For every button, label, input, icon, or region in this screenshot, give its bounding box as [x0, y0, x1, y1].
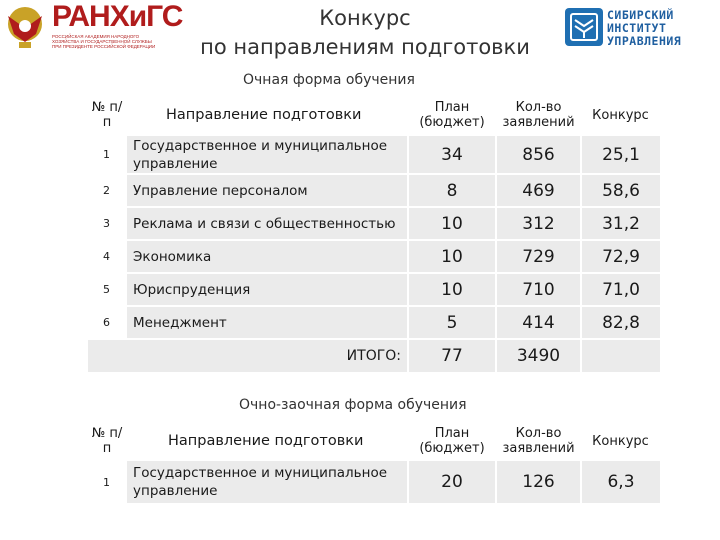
- row-num: 6: [88, 306, 126, 339]
- row-direction: Государственное и муниципальное управление: [126, 461, 408, 503]
- row-direction: Менеджмент: [126, 306, 408, 339]
- row-plan: 5: [408, 306, 496, 339]
- col-header-competition: Конкурс: [592, 107, 649, 123]
- total-competition-empty: [581, 339, 660, 372]
- total-label: ИТОГО:: [88, 339, 408, 372]
- part-time-section-title: Очно-заочная форма обучения: [239, 397, 467, 413]
- logo-right-line-2: ИНСТИТУТ: [607, 21, 667, 35]
- total-plan: 77: [408, 339, 496, 372]
- row-applications: 312: [496, 207, 581, 240]
- table-row: [88, 240, 660, 273]
- row-direction: Экономика: [126, 240, 408, 273]
- page-title: [175, 4, 555, 62]
- full-time-table: [88, 94, 660, 372]
- siu-emblem-icon: [565, 8, 603, 46]
- row-num: 2: [88, 174, 126, 207]
- logo-right-text: [607, 9, 681, 48]
- row-plan: 10: [408, 273, 496, 306]
- row-plan: 34: [408, 136, 496, 174]
- row-num: 5: [88, 273, 126, 306]
- row-competition: 58,6: [581, 174, 660, 207]
- row-plan: 8: [408, 174, 496, 207]
- row-applications: 710: [496, 273, 581, 306]
- logo-right-line-1: СИБИРСКИЙ: [607, 8, 674, 22]
- row-direction: Реклама и связи с общественностью: [126, 207, 408, 240]
- table-row: [88, 136, 660, 174]
- total-row: [88, 339, 660, 372]
- col-header-plan: План (бюджет): [419, 426, 485, 456]
- col-header-num: № п/п: [91, 426, 123, 456]
- table-header: [88, 421, 660, 461]
- row-competition: 82,8: [581, 306, 660, 339]
- row-applications: 729: [496, 240, 581, 273]
- full-time-section-title: Очная форма обучения: [243, 72, 415, 88]
- row-competition: 72,9: [581, 240, 660, 273]
- col-header-competition: Конкурс: [592, 433, 649, 449]
- logo-left-text: РАНХиГС: [52, 0, 183, 33]
- row-plan: 10: [408, 240, 496, 273]
- col-header-applications: Кол-во заявлений: [502, 100, 575, 130]
- row-num: 1: [88, 461, 126, 503]
- row-direction: Государственное и муниципальное управление: [126, 136, 408, 174]
- logo-right-line-3: УПРАВЛЕНИЯ: [607, 34, 682, 48]
- row-num: 1: [88, 136, 126, 174]
- col-header-plan: План (бюджет): [419, 100, 485, 130]
- logo-left-subtitle: РОССИЙСКАЯ АКАДЕМИЯ НАРОДНОГО ХОЗЯЙСТВА И ГОСУДАРСТВЕННОЙ СЛУЖБЫ ПРИ ПРЕЗИДЕНТЕ РОССИЙСКОЙ ФЕДЕРАЦИИ: [52, 34, 156, 49]
- row-competition: 6,3: [581, 461, 660, 503]
- row-competition: 25,1: [581, 136, 660, 174]
- eagle-emblem-icon: [2, 2, 48, 50]
- title-line-2: по направлениям подготовки: [200, 35, 530, 59]
- total-applications: 3490: [496, 339, 581, 372]
- col-header-direction: Направление подготовки: [166, 106, 362, 123]
- row-competition: 71,0: [581, 273, 660, 306]
- title-line-1: Конкурс: [319, 6, 411, 30]
- col-header-num: № п/п: [91, 100, 123, 130]
- col-header-direction: Направление подготовки: [168, 432, 364, 449]
- part-time-table: [88, 421, 660, 503]
- row-plan: 10: [408, 207, 496, 240]
- table-row: [88, 306, 660, 339]
- table-row: [88, 174, 660, 207]
- row-num: 4: [88, 240, 126, 273]
- row-applications: 856: [496, 136, 581, 174]
- row-num: 3: [88, 207, 126, 240]
- row-direction: Юриспруденция: [126, 273, 408, 306]
- row-competition: 31,2: [581, 207, 660, 240]
- col-header-applications: Кол-во заявлений: [502, 426, 575, 456]
- table-row: [88, 207, 660, 240]
- ranepa-logo: [2, 0, 183, 52]
- row-applications: 414: [496, 306, 581, 339]
- table-row: [88, 273, 660, 306]
- siu-logo: [565, 6, 720, 50]
- row-direction: Управление персоналом: [126, 174, 408, 207]
- row-plan: 20: [408, 461, 496, 503]
- table-header: [88, 94, 660, 136]
- table-row: [88, 461, 660, 503]
- row-applications: 469: [496, 174, 581, 207]
- row-applications: 126: [496, 461, 581, 503]
